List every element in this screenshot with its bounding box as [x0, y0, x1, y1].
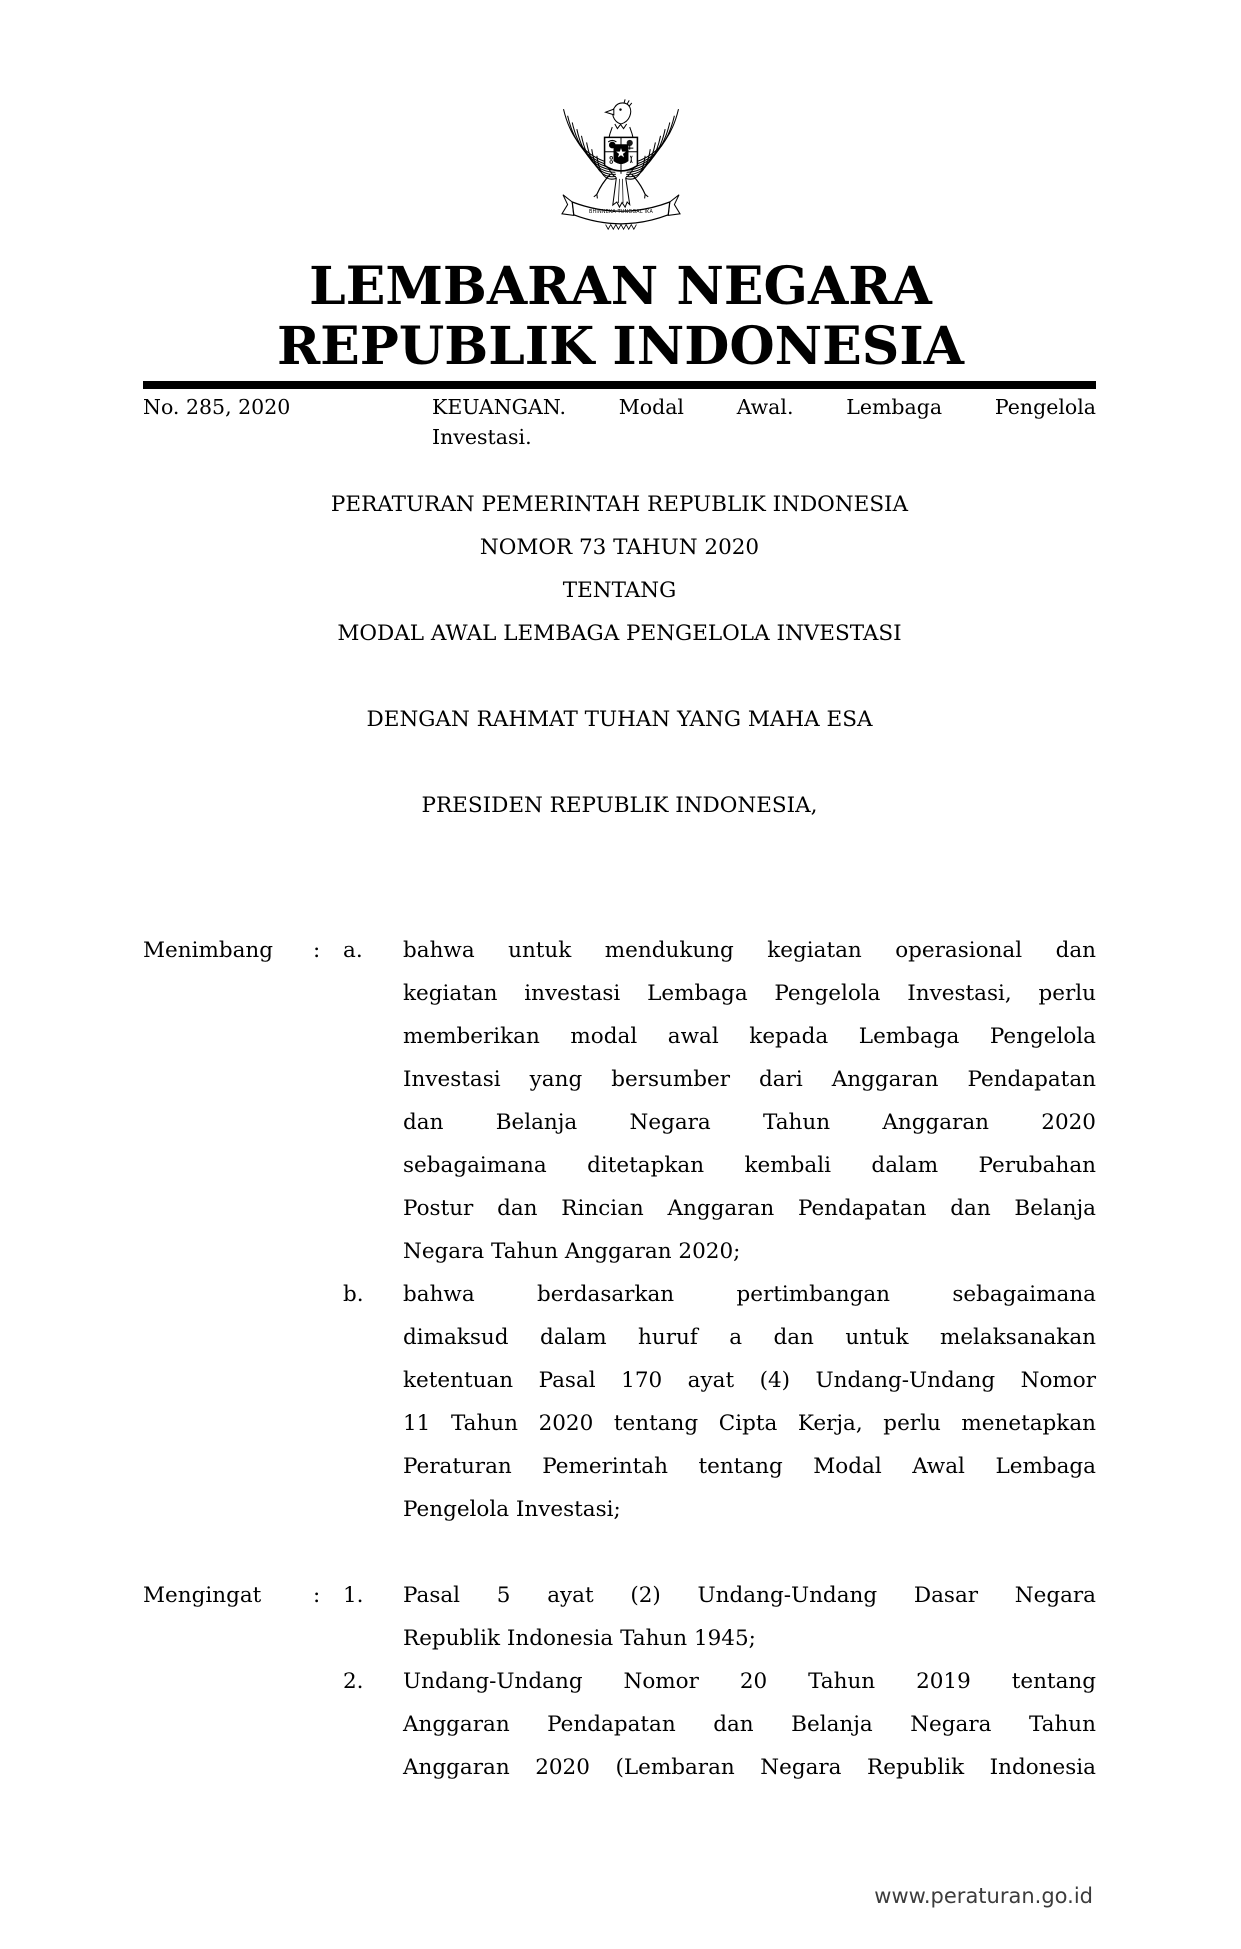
clause-line: Peraturan Pemerintah tentang Modal Awal Lembaga [403, 1454, 1096, 1479]
regulation-title-line: MODAL AWAL LEMBAGA PENGELOLA INVESTASI [337, 621, 902, 646]
emblem-ribbon-text: BHINNEKA TUNGGAL IKA [588, 208, 653, 215]
garuda-pancasila-icon [544, 86, 698, 240]
salutation-line: PRESIDEN REPUBLIK INDONESIA, [421, 793, 818, 818]
regulation-title [143, 483, 1096, 655]
legal-basis-section [143, 1574, 1096, 1789]
considerations-items [343, 929, 1096, 1531]
gazette-subject [432, 392, 1096, 452]
footer-url: www.peraturan.go.id [874, 1884, 1093, 1908]
clause-item-marker: 2. [343, 1669, 364, 1694]
clause-item-marker: 1. [343, 1583, 364, 1608]
clause-line: Undang-Undang Nomor 20 Tahun 2019 tentang [403, 1669, 1096, 1694]
clause-item [343, 1660, 1096, 1789]
clause-item-lines [403, 1574, 1096, 1660]
clause-line: dimaksud dalam huruf a dan untuk melaksanakan [403, 1325, 1096, 1350]
considerations-label: Menimbang [143, 938, 274, 963]
clause-line: ketentuan Pasal 170 ayat (4) Undang-Undang Nomor [403, 1368, 1096, 1393]
clause-line: Anggaran Pendapatan dan Belanja Negara Tahun [403, 1712, 1096, 1737]
garuda-pancasila-emblem [0, 86, 1241, 240]
gazette-number: No. 285, 2020 [143, 395, 291, 419]
invocation-line: DENGAN RAHMAT TUHAN YANG MAHA ESA [366, 707, 873, 732]
clause-item [343, 1574, 1096, 1660]
regulation-title-line: PERATURAN PEMERINTAH REPUBLIK INDONESIA [330, 492, 909, 517]
clause-line: Anggaran 2020 (Lembaran Negara Republik Indonesia [403, 1755, 1096, 1780]
masthead-title [0, 257, 1241, 377]
clause-line: Negara Tahun Anggaran 2020; [403, 1239, 741, 1264]
clause-item [343, 929, 1096, 1273]
clause-line: bahwa berdasarkan pertimbangan sebagaimana [403, 1282, 1096, 1307]
considerations-section [143, 929, 1096, 1531]
clause-line: kegiatan investasi Lembaga Pengelola Investasi, perlu [403, 981, 1096, 1006]
clause-item-marker: a. [343, 938, 363, 963]
clause-line: Republik Indonesia Tahun 1945; [403, 1626, 756, 1651]
regulation-title-line: NOMOR 73 TAHUN 2020 [479, 535, 760, 560]
clause-line: Pasal 5 ayat (2) Undang-Undang Dasar Negara [403, 1583, 1096, 1608]
clause-line: Investasi yang bersumber dari Anggaran Pendapatan [403, 1067, 1096, 1092]
clause-line: sebagaimana ditetapkan kembali dalam Perubahan [403, 1153, 1096, 1178]
clause-line: 11 Tahun 2020 tentang Cipta Kerja, perlu menetapkan [403, 1411, 1096, 1436]
masthead-divider-rule [143, 381, 1096, 389]
clause-item-lines [403, 929, 1096, 1273]
legal-basis-items [343, 1574, 1096, 1789]
clause-line: bahwa untuk mendukung kegiatan operasional dan [403, 938, 1096, 963]
clause-line: dan Belanja Negara Tahun Anggaran 2020 [403, 1110, 1096, 1135]
legal-basis-label: Mengingat [143, 1583, 262, 1608]
gazette-subject-line: KEUANGAN. Modal Awal. Lembaga Pengelola [432, 395, 1096, 419]
clause-item-marker: b. [343, 1282, 364, 1307]
masthead-title-line2: REPUBLIK INDONESIA [276, 316, 965, 377]
legal-basis-colon: : [313, 1583, 321, 1608]
gazette-subject-line: Investasi. [432, 425, 532, 449]
clause-item [343, 1273, 1096, 1531]
clause-line: Pengelola Investasi; [403, 1497, 621, 1522]
considerations-colon: : [313, 938, 321, 963]
clause-line: memberikan modal awal kepada Lembaga Pengelola [403, 1024, 1096, 1049]
clause-item-lines [403, 1660, 1096, 1789]
clause-line: Postur dan Rincian Anggaran Pendapatan dan Belanja [403, 1196, 1096, 1221]
clause-item-lines [403, 1273, 1096, 1531]
gazette-header-row [143, 392, 1096, 452]
masthead-title-line1: LEMBARAN NEGARA [309, 256, 932, 317]
regulation-title-line: TENTANG [562, 578, 677, 603]
